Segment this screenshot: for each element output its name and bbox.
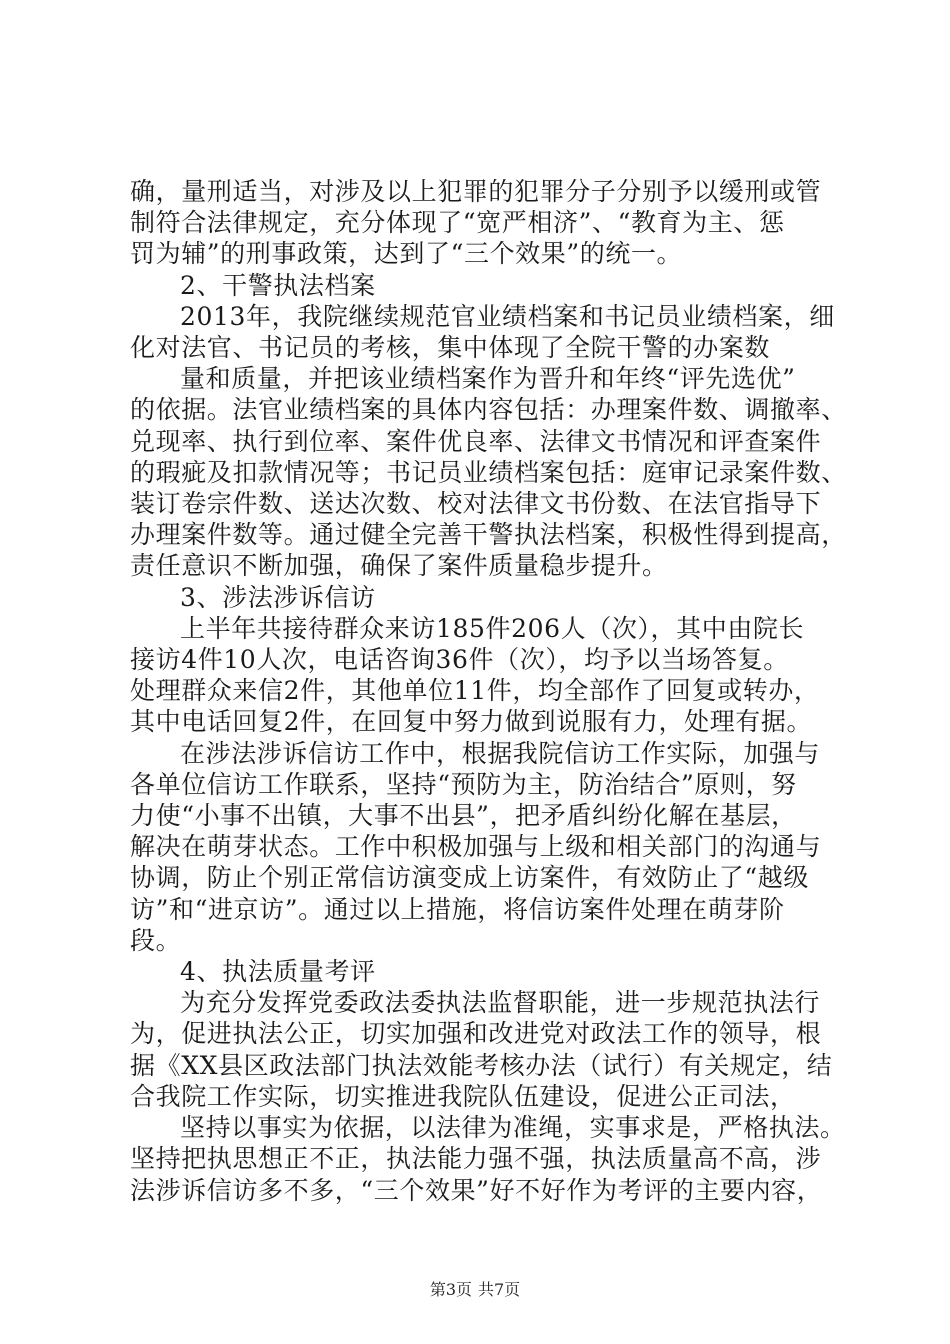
text-line: 上半年共接待群众来访185件206人（次），其中由院长 xyxy=(180,613,805,643)
text-line: 其中电话回复2件，在回复中努力做到说服有力，处理有据。 xyxy=(130,707,813,737)
document-body xyxy=(130,176,847,1206)
text-line: 为，促进执法公正，切实加强和改进党对政法工作的领导，根 xyxy=(130,1019,822,1049)
section-heading: 2、干警执法档案 xyxy=(180,270,376,300)
text-line: 罚为辅”的刑事政策，达到了“三个效果”的统一。 xyxy=(130,239,683,269)
section-heading: 3、涉法涉诉信访 xyxy=(180,582,376,612)
text-line: 段。 xyxy=(130,925,182,955)
text-line: 处理群众来信2件，其他单位11件，均全部作了回复或转办， xyxy=(130,676,820,706)
text-line: 为充分发挥党委政法委执法监督职能，进一步规范执法行 xyxy=(180,988,821,1018)
text-line: 据《XX县区政法部门执法效能考核办法（试行）有关规定，结 xyxy=(130,1050,833,1080)
text-line: 坚持把执思想正不正，执法能力强不强，执法质量高不高，涉 xyxy=(130,1144,822,1174)
text-line: 力使“小事不出镇，大事不出县”，把矛盾纠纷化解在基层， xyxy=(130,801,797,831)
text-line: 坚持以事实为依据，以法律为准绳，实事求是，严格执法。 xyxy=(180,1113,846,1143)
text-line: 量和质量，并把该业绩档案作为晋升和年终“评先选优” xyxy=(180,364,796,394)
text-line: 法涉诉信访多不多，“三个效果”好不好作为考评的主要内容， xyxy=(130,1175,823,1205)
text-line: 合我院工作实际，切实推进我院队伍建设，促进公正司法， xyxy=(130,1081,796,1111)
section-heading: 4、执法质量考评 xyxy=(180,957,376,987)
text-line: 办理案件数等。通过健全完善干警执法档案，积极性得到提高， xyxy=(130,520,847,550)
text-line: 协调，防止个别正常信访演变成上访案件，有效防止了“越级 xyxy=(130,863,809,893)
text-line: 兑现率、执行到位率、案件优良率、法律文书情况和评查案件 xyxy=(130,426,822,456)
text-line: 化对法官、书记员的考核，集中体现了全院干警的办案数 xyxy=(130,333,771,363)
text-line: 各单位信访工作联系，坚持“预防为主，防治结合”原则，努 xyxy=(130,769,797,799)
page-number: 第3页 xyxy=(429,1280,472,1299)
text-line: 制符合法律规定，充分体现了“宽严相济”、“教育为主、惩 xyxy=(130,208,785,238)
text-line: 的依据。法官业绩档案的具体内容包括：办理案件数、调撤率、 xyxy=(130,395,847,425)
text-line: 的瑕疵及扣款情况等；书记员业绩档案包括：庭审记录案件数、 xyxy=(130,457,847,487)
text-line: 在涉法涉诉信访工作中，根据我院信访工作实际，加强与 xyxy=(180,738,821,768)
text-line: 解决在萌芽状态。工作中积极加强与上级和相关部门的沟通与 xyxy=(130,832,822,862)
text-line: 确，量刑适当，对涉及以上犯罪的犯罪分子分别予以缓刑或管 xyxy=(130,177,822,206)
text-line: 装订卷宗件数、送达次数、校对法律文书份数、在法官指导下 xyxy=(130,489,822,519)
page-total: 共7页 xyxy=(478,1280,521,1299)
text-line: 接访4件10人次，电话咨询36件（次），均予以当场答复。 xyxy=(130,645,789,675)
text-line: 责任意识不断加强，确保了案件质量稳步提升。 xyxy=(130,551,668,581)
page-footer xyxy=(0,1280,950,1300)
text-line: 2013年，我院继续规范官业绩档案和书记员业绩档案，细 xyxy=(180,301,835,331)
text-line: 访”和“进京访”。通过以上措施，将信访案件处理在萌芽阶 xyxy=(130,894,785,924)
